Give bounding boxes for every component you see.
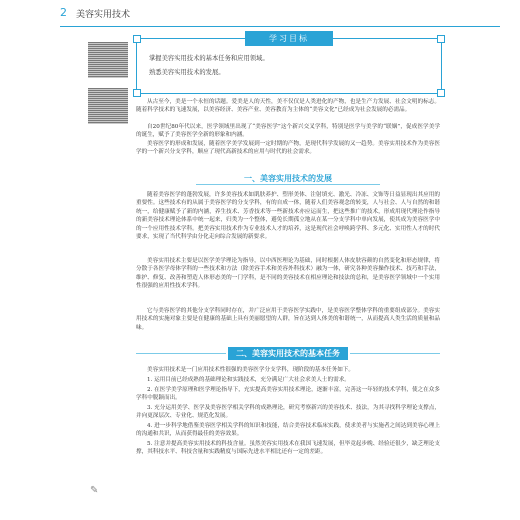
heading-rule-left [136,353,226,354]
task-item: 1. 运用目前已经成熟的基础理论和实践技术，充分满足广大社会求美人士的需求。 [147,377,350,383]
learning-goals-title: 学习目标 [245,31,333,46]
body-paragraph: 美容实用技术主要是以医学美学理论为指导，以中西医理论为基础，同时根据人体皮肤容颜的自然变化和形态规律，将分散于各医学母体学科的一些技术和方法（除美容手术和美容外科技术）融为一体，研究各种美容操作技术、技巧和手法，维护、修复、改善和塑造人体形态美的一门学科，是不同的美容技术在相应理论和技法的总和，是美容医学领域中一个实用性很强的应用性技术学科。 [136,258,440,290]
corner-ornament [133,35,141,43]
corner-ornament [133,89,141,97]
task-item: 2. 在医学美学原理和医学理论指导下，充实提高美容实用技术理论，逐渐丰富，完善这一年轻的技术学科，使之在众多学科中脱颖而出。 [136,387,440,402]
section-heading-tasks [136,347,440,360]
body-paragraph: 它与美容医学的其他分支学科同时存在，并广泛应用于美容医学实践中，是美容医学整体学科的重要组成部分。美容实用技术的实施对象主要是在健康的基础上具有美丽愿望的人群，旨在达到人体美的和谐统一，从而提高人类生活的质量和品味。 [136,308,440,331]
pencil-icon: ✎ [90,485,99,496]
goal-item: 掌握美容实用技术的基本任务和应用领域。 [149,55,269,62]
task-item: 3. 充分运用美学、医学及美容医学相关学科的成熟理论，研究考察新兴的美容技术、技法，为其寻找科学理论支撑点，并向更深层次、专业化、规范化发展。 [136,405,440,420]
heading-rule-right [350,353,440,354]
section-title: 一、美容实用技术的发展 [244,174,332,183]
thumb-tab-bottom [88,88,128,124]
intro-paragraph: 自20世纪80年代以来，医学领域里出现了“美容医学”这个新兴交叉学科，特别是医学与美学的“联姻”，促成医学美学的诞生，赋予了美容医学全新的形象和内涵。 [136,124,440,139]
page-header [60,4,500,27]
page-number: 2 [60,6,67,19]
thumb-tab-top [88,42,128,78]
heading-banner [228,347,348,360]
corner-ornament [437,35,445,43]
goal-item: 熟悉美容实用技术的发展。 [149,69,225,76]
heading-underline [196,184,380,185]
intro-paragraph: 从古至今，美是一个永恒的话题。爱美是人的天性，美不仅仅是人类进化的产物，也是生产力发展、社会文明的标志。随着科学技术的飞速发展，以美容经济、美容产业、美容教育为主体的“美容文化”已经成为社会发展的必需品。 [136,99,440,114]
task-item: 5. 注意并提高美容实用技术的科技含量。虽然美容实用技术在我国飞速发展，但毕竟起步晚、经验还很少，缺乏理论支撑，其科技水平、科技含量和实践精度与国际先进水平相比还有一定的差距。 [136,441,440,456]
running-title: 美容实用技术 [76,10,131,20]
intro-paragraph: 美容医学的形成和发展，随着医学美学发展到一定时期的产物，是现代科学发展的又一趋势。美容实用技术作为美容医学的一个新兴分支学科，顺应了现代高新技术的应用与时代的社会需求。 [136,141,440,156]
body-paragraph: 美容实用技术是一门应用技术性很强的美容医学分支学科，现阶段的基本任务如下。 [147,367,354,373]
section-title: 二、美容实用技术的基本任务 [236,349,340,358]
learning-goals-box [136,34,442,94]
corner-ornament [437,89,445,97]
section-heading-development [136,172,440,185]
task-item: 4. 进一步科学地借鉴美容医学相关学科的知识和技能，结合美容技术临床实践，使求美者与实施者之间达到美容心理上的沟通和共识，从而获得最佳的美容效果。 [136,423,440,438]
body-paragraph: 随着美容医学的蓬勃发展，许多美容技术如肌肤养护、塑形美体、注射填充、激光、冷冻、文饰等日益显现出其应用的重要性。这些技术有的从属于美容医学的分支学科，有的自成一体，随着人们美容观念的转变，人与社会、人与自然的和谐统一，给健康赋予了新的内涵，养生技术、芳香技术等一些新技术亦应运而生，把这些推广的技术，形成用现代理论作指导的新美容技术理论体系中统一起来，归类为一个整体，避免长期孤立地从在某一分支学科中单向发展，使其成为美容医学中的一个应用性技术学科。把美容实用技术作为专业技术人才的培养，这是现代社会呼唤跨学科、多元化、实用性人才的时代要求，实现了当代科学由分化走向综合发展的新要求。 [136,192,440,241]
